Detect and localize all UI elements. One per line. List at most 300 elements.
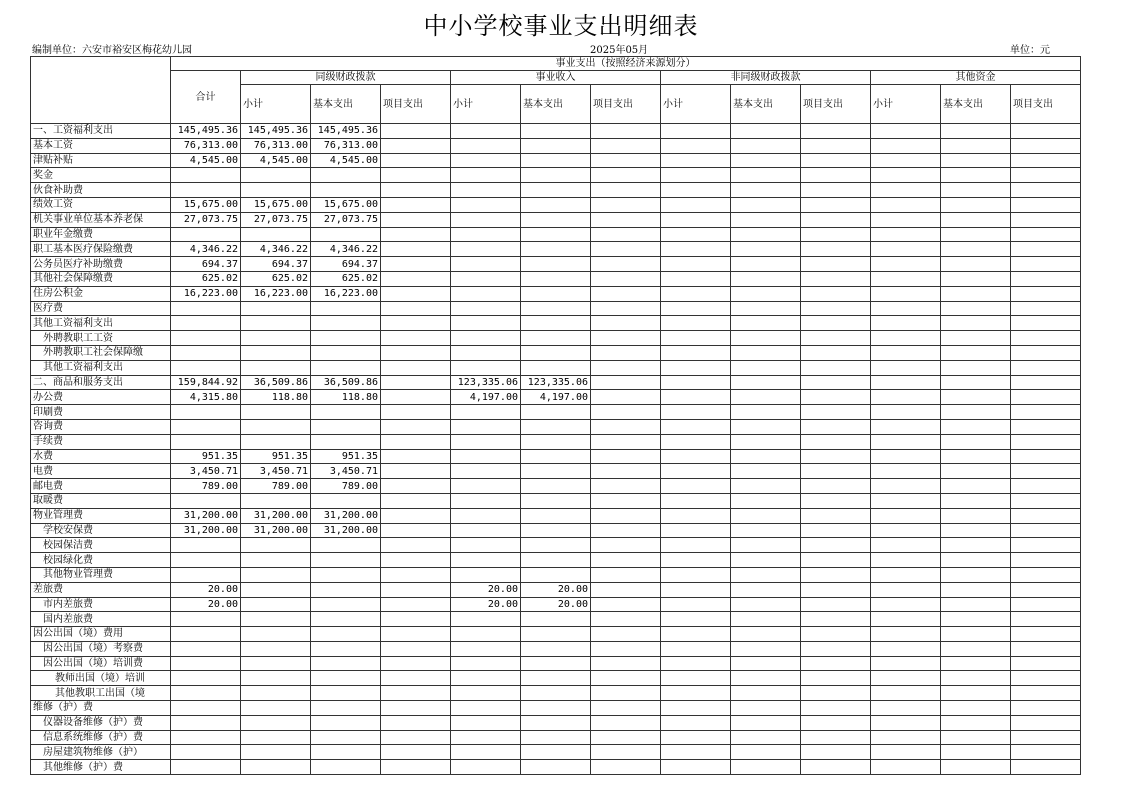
- value-cell: [521, 138, 591, 153]
- value-cell: [731, 138, 801, 153]
- value-cell: [941, 715, 1011, 730]
- value-cell: [381, 627, 451, 642]
- value-cell: 36,509.86: [241, 375, 311, 390]
- value-cell: [171, 641, 241, 656]
- value-cell: 145,495.36: [311, 124, 381, 139]
- row-label: 校园保洁费: [31, 538, 171, 553]
- header-project-expense: 项目支出: [591, 85, 661, 124]
- value-cell: [521, 212, 591, 227]
- value-cell: [731, 671, 801, 686]
- value-cell: 31,200.00: [171, 523, 241, 538]
- value-cell: [731, 479, 801, 494]
- value-cell: [171, 538, 241, 553]
- value-cell: [381, 715, 451, 730]
- value-cell: [241, 538, 311, 553]
- value-cell: [871, 567, 941, 582]
- value-cell: [801, 242, 871, 257]
- value-cell: [311, 168, 381, 183]
- value-cell: [381, 257, 451, 272]
- value-cell: [731, 345, 801, 360]
- value-cell: [311, 715, 381, 730]
- value-cell: 123,335.06: [521, 375, 591, 390]
- value-cell: 20.00: [171, 582, 241, 597]
- value-cell: [801, 286, 871, 301]
- value-cell: [1011, 271, 1081, 286]
- value-cell: [731, 271, 801, 286]
- value-cell: [241, 434, 311, 449]
- value-cell: 76,313.00: [311, 138, 381, 153]
- row-label: 房屋建筑物维修（护）: [31, 745, 171, 760]
- value-cell: [521, 553, 591, 568]
- table-row: [31, 493, 1081, 508]
- value-cell: [1011, 493, 1081, 508]
- row-label: 因公出国（境）培训费: [31, 656, 171, 671]
- header-blank-cell: [31, 57, 171, 124]
- value-cell: [1011, 671, 1081, 686]
- value-cell: [871, 686, 941, 701]
- value-cell: [801, 360, 871, 375]
- value-cell: [941, 331, 1011, 346]
- value-cell: [731, 197, 801, 212]
- table-row: [31, 449, 1081, 464]
- row-label: 水费: [31, 449, 171, 464]
- value-cell: [661, 375, 731, 390]
- value-cell: [591, 138, 661, 153]
- value-cell: 76,313.00: [171, 138, 241, 153]
- value-cell: [731, 523, 801, 538]
- value-cell: [661, 597, 731, 612]
- value-cell: [661, 627, 731, 642]
- table-row: [31, 434, 1081, 449]
- value-cell: [731, 316, 801, 331]
- value-cell: [801, 730, 871, 745]
- table-row: [31, 153, 1081, 168]
- table-row: [31, 671, 1081, 686]
- value-cell: [451, 745, 521, 760]
- value-cell: [521, 715, 591, 730]
- table-row: [31, 686, 1081, 701]
- value-cell: [801, 390, 871, 405]
- row-label: 职工基本医疗保险缴费: [31, 242, 171, 257]
- value-cell: [871, 345, 941, 360]
- value-cell: [591, 419, 661, 434]
- value-cell: [801, 464, 871, 479]
- value-cell: [731, 301, 801, 316]
- value-cell: [1011, 227, 1081, 242]
- value-cell: 27,073.75: [241, 212, 311, 227]
- table-row: [31, 612, 1081, 627]
- value-cell: [381, 493, 451, 508]
- value-cell: [311, 493, 381, 508]
- value-cell: [871, 760, 941, 775]
- value-cell: [381, 479, 451, 494]
- value-cell: [521, 183, 591, 198]
- value-cell: [171, 419, 241, 434]
- value-cell: [451, 301, 521, 316]
- value-cell: [871, 405, 941, 420]
- value-cell: [801, 656, 871, 671]
- value-cell: [731, 627, 801, 642]
- value-cell: 3,450.71: [171, 464, 241, 479]
- value-cell: [381, 760, 451, 775]
- value-cell: [871, 612, 941, 627]
- value-cell: [661, 257, 731, 272]
- value-cell: 20.00: [451, 582, 521, 597]
- value-cell: [521, 242, 591, 257]
- value-cell: [381, 701, 451, 716]
- value-cell: [241, 597, 311, 612]
- value-cell: [661, 227, 731, 242]
- value-cell: [731, 242, 801, 257]
- value-cell: [801, 745, 871, 760]
- value-cell: [381, 227, 451, 242]
- value-cell: [381, 567, 451, 582]
- table-row: [31, 375, 1081, 390]
- value-cell: [591, 612, 661, 627]
- value-cell: [871, 508, 941, 523]
- value-cell: [521, 405, 591, 420]
- value-cell: [311, 686, 381, 701]
- value-cell: 15,675.00: [311, 197, 381, 212]
- value-cell: [1011, 183, 1081, 198]
- value-cell: [591, 553, 661, 568]
- row-label: 其他物业管理费: [31, 567, 171, 582]
- table-row: [31, 197, 1081, 212]
- value-cell: [661, 212, 731, 227]
- value-cell: [801, 760, 871, 775]
- table-row: [31, 508, 1081, 523]
- value-cell: [1011, 197, 1081, 212]
- value-cell: [661, 449, 731, 464]
- value-cell: 31,200.00: [171, 508, 241, 523]
- value-cell: [381, 730, 451, 745]
- value-cell: 27,073.75: [311, 212, 381, 227]
- value-cell: [241, 612, 311, 627]
- value-cell: [451, 197, 521, 212]
- value-cell: 789.00: [311, 479, 381, 494]
- value-cell: [451, 360, 521, 375]
- value-cell: [801, 227, 871, 242]
- value-cell: [241, 301, 311, 316]
- row-label: 国内差旅费: [31, 612, 171, 627]
- value-cell: [661, 271, 731, 286]
- value-cell: 951.35: [241, 449, 311, 464]
- value-cell: [661, 124, 731, 139]
- value-cell: 4,545.00: [241, 153, 311, 168]
- value-cell: [1011, 257, 1081, 272]
- value-cell: [591, 538, 661, 553]
- value-cell: [451, 715, 521, 730]
- value-cell: [591, 316, 661, 331]
- value-cell: [731, 656, 801, 671]
- value-cell: [941, 316, 1011, 331]
- value-cell: [871, 331, 941, 346]
- value-cell: [521, 641, 591, 656]
- value-cell: [591, 715, 661, 730]
- value-cell: [521, 434, 591, 449]
- value-cell: [661, 479, 731, 494]
- value-cell: [871, 242, 941, 257]
- value-cell: [451, 479, 521, 494]
- row-label: 校园绿化费: [31, 553, 171, 568]
- value-cell: [381, 641, 451, 656]
- value-cell: [731, 553, 801, 568]
- value-cell: [451, 242, 521, 257]
- value-cell: [1011, 656, 1081, 671]
- value-cell: [241, 227, 311, 242]
- header-basic-expense: 基本支出: [941, 85, 1011, 124]
- value-cell: [451, 257, 521, 272]
- value-cell: 3,450.71: [311, 464, 381, 479]
- table-row: [31, 390, 1081, 405]
- value-cell: [731, 360, 801, 375]
- header-top: 事业支出（按照经济来源划分）: [171, 57, 1081, 71]
- value-cell: [171, 493, 241, 508]
- value-cell: [941, 553, 1011, 568]
- row-label: 教师出国（境）培训: [31, 671, 171, 686]
- value-cell: 4,545.00: [171, 153, 241, 168]
- value-cell: [941, 360, 1011, 375]
- value-cell: [941, 597, 1011, 612]
- value-cell: [1011, 508, 1081, 523]
- value-cell: [591, 730, 661, 745]
- header-project-expense: 项目支出: [381, 85, 451, 124]
- value-cell: [591, 434, 661, 449]
- value-cell: [801, 138, 871, 153]
- value-cell: [381, 168, 451, 183]
- value-cell: [591, 745, 661, 760]
- value-cell: [311, 301, 381, 316]
- row-label: 住房公积金: [31, 286, 171, 301]
- row-label: 邮电费: [31, 479, 171, 494]
- value-cell: [171, 671, 241, 686]
- value-cell: [241, 760, 311, 775]
- value-cell: [591, 227, 661, 242]
- value-cell: [941, 612, 1011, 627]
- value-cell: [311, 227, 381, 242]
- value-cell: 4,346.22: [241, 242, 311, 257]
- value-cell: [241, 168, 311, 183]
- value-cell: [591, 597, 661, 612]
- value-cell: [661, 419, 731, 434]
- value-cell: 4,545.00: [311, 153, 381, 168]
- value-cell: [241, 345, 311, 360]
- table-row: [31, 627, 1081, 642]
- value-cell: [311, 538, 381, 553]
- value-cell: [451, 316, 521, 331]
- value-cell: [591, 375, 661, 390]
- value-cell: [171, 730, 241, 745]
- value-cell: [591, 153, 661, 168]
- value-cell: [941, 375, 1011, 390]
- value-cell: 118.80: [241, 390, 311, 405]
- value-cell: [241, 656, 311, 671]
- value-cell: [731, 745, 801, 760]
- value-cell: [801, 493, 871, 508]
- value-cell: [311, 597, 381, 612]
- value-cell: [731, 153, 801, 168]
- value-cell: [941, 686, 1011, 701]
- value-cell: [801, 538, 871, 553]
- value-cell: [591, 508, 661, 523]
- value-cell: [241, 553, 311, 568]
- value-cell: [661, 316, 731, 331]
- value-cell: [1011, 434, 1081, 449]
- value-cell: [661, 553, 731, 568]
- value-cell: [661, 745, 731, 760]
- value-cell: 20.00: [521, 597, 591, 612]
- value-cell: [941, 124, 1011, 139]
- value-cell: [801, 671, 871, 686]
- value-cell: [451, 656, 521, 671]
- value-cell: [1011, 345, 1081, 360]
- value-cell: [591, 257, 661, 272]
- header-project-expense: 项目支出: [1011, 85, 1081, 124]
- value-cell: [311, 434, 381, 449]
- value-cell: [1011, 301, 1081, 316]
- value-cell: [381, 316, 451, 331]
- value-cell: [801, 212, 871, 227]
- value-cell: [521, 656, 591, 671]
- value-cell: 625.02: [171, 271, 241, 286]
- value-cell: [871, 730, 941, 745]
- value-cell: [731, 375, 801, 390]
- value-cell: [731, 227, 801, 242]
- value-cell: [381, 686, 451, 701]
- value-cell: [521, 701, 591, 716]
- value-cell: [661, 464, 731, 479]
- value-cell: [521, 538, 591, 553]
- value-cell: [941, 730, 1011, 745]
- value-cell: [171, 553, 241, 568]
- value-cell: [171, 301, 241, 316]
- value-cell: [941, 582, 1011, 597]
- value-cell: [381, 671, 451, 686]
- value-cell: [381, 612, 451, 627]
- value-cell: [871, 168, 941, 183]
- value-cell: [1011, 390, 1081, 405]
- value-cell: [311, 331, 381, 346]
- value-cell: [521, 479, 591, 494]
- value-cell: [451, 627, 521, 642]
- value-cell: [1011, 138, 1081, 153]
- value-cell: [451, 138, 521, 153]
- value-cell: [801, 641, 871, 656]
- row-label: 机关事业单位基本养老保: [31, 212, 171, 227]
- table-row: [31, 286, 1081, 301]
- value-cell: [731, 464, 801, 479]
- value-cell: [801, 567, 871, 582]
- table-row: [31, 124, 1081, 139]
- value-cell: [941, 627, 1011, 642]
- row-label: 差旅费: [31, 582, 171, 597]
- value-cell: [311, 183, 381, 198]
- value-cell: 625.02: [311, 271, 381, 286]
- value-cell: [311, 316, 381, 331]
- value-cell: [171, 715, 241, 730]
- value-cell: [241, 745, 311, 760]
- value-cell: [731, 331, 801, 346]
- value-cell: [731, 405, 801, 420]
- row-label: 基本工资: [31, 138, 171, 153]
- value-cell: [451, 183, 521, 198]
- value-cell: [801, 715, 871, 730]
- value-cell: [241, 627, 311, 642]
- value-cell: [171, 612, 241, 627]
- table-row: [31, 715, 1081, 730]
- value-cell: [1011, 419, 1081, 434]
- value-cell: [731, 612, 801, 627]
- table-body: [31, 124, 1081, 775]
- value-cell: [381, 745, 451, 760]
- row-label: 咨询费: [31, 419, 171, 434]
- value-cell: [521, 316, 591, 331]
- value-cell: [661, 301, 731, 316]
- header-total: 合计: [171, 71, 241, 124]
- row-label: 仪器设备维修（护）费: [31, 715, 171, 730]
- value-cell: 20.00: [171, 597, 241, 612]
- table-row: [31, 242, 1081, 257]
- value-cell: [871, 434, 941, 449]
- value-cell: [871, 479, 941, 494]
- table-row: [31, 316, 1081, 331]
- value-cell: [731, 508, 801, 523]
- row-label: 学校安保费: [31, 523, 171, 538]
- value-cell: [871, 271, 941, 286]
- value-cell: [731, 686, 801, 701]
- row-label: 津贴补贴: [31, 153, 171, 168]
- value-cell: [941, 390, 1011, 405]
- value-cell: [801, 257, 871, 272]
- value-cell: [591, 464, 661, 479]
- value-cell: 789.00: [241, 479, 311, 494]
- value-cell: [801, 316, 871, 331]
- value-cell: [1011, 464, 1081, 479]
- value-cell: [521, 286, 591, 301]
- value-cell: [871, 227, 941, 242]
- value-cell: [871, 124, 941, 139]
- value-cell: [311, 656, 381, 671]
- value-cell: [591, 345, 661, 360]
- row-label: 医疗费: [31, 301, 171, 316]
- value-cell: [661, 138, 731, 153]
- value-cell: 20.00: [451, 597, 521, 612]
- value-cell: [941, 449, 1011, 464]
- table-row: [31, 582, 1081, 597]
- value-cell: [241, 701, 311, 716]
- table-row: [31, 641, 1081, 656]
- value-cell: [1011, 641, 1081, 656]
- value-cell: [451, 405, 521, 420]
- value-cell: [871, 183, 941, 198]
- value-cell: [381, 183, 451, 198]
- value-cell: [801, 597, 871, 612]
- row-label: 外聘教职工社会保障缴: [31, 345, 171, 360]
- value-cell: [871, 553, 941, 568]
- value-cell: 4,315.80: [171, 390, 241, 405]
- value-cell: [941, 760, 1011, 775]
- row-label: 物业管理费: [31, 508, 171, 523]
- value-cell: [731, 730, 801, 745]
- value-cell: [311, 567, 381, 582]
- row-label: 因公出国（境）费用: [31, 627, 171, 642]
- value-cell: [241, 715, 311, 730]
- value-cell: [941, 168, 1011, 183]
- value-cell: [591, 168, 661, 183]
- value-cell: [801, 612, 871, 627]
- value-cell: 76,313.00: [241, 138, 311, 153]
- value-cell: [801, 124, 871, 139]
